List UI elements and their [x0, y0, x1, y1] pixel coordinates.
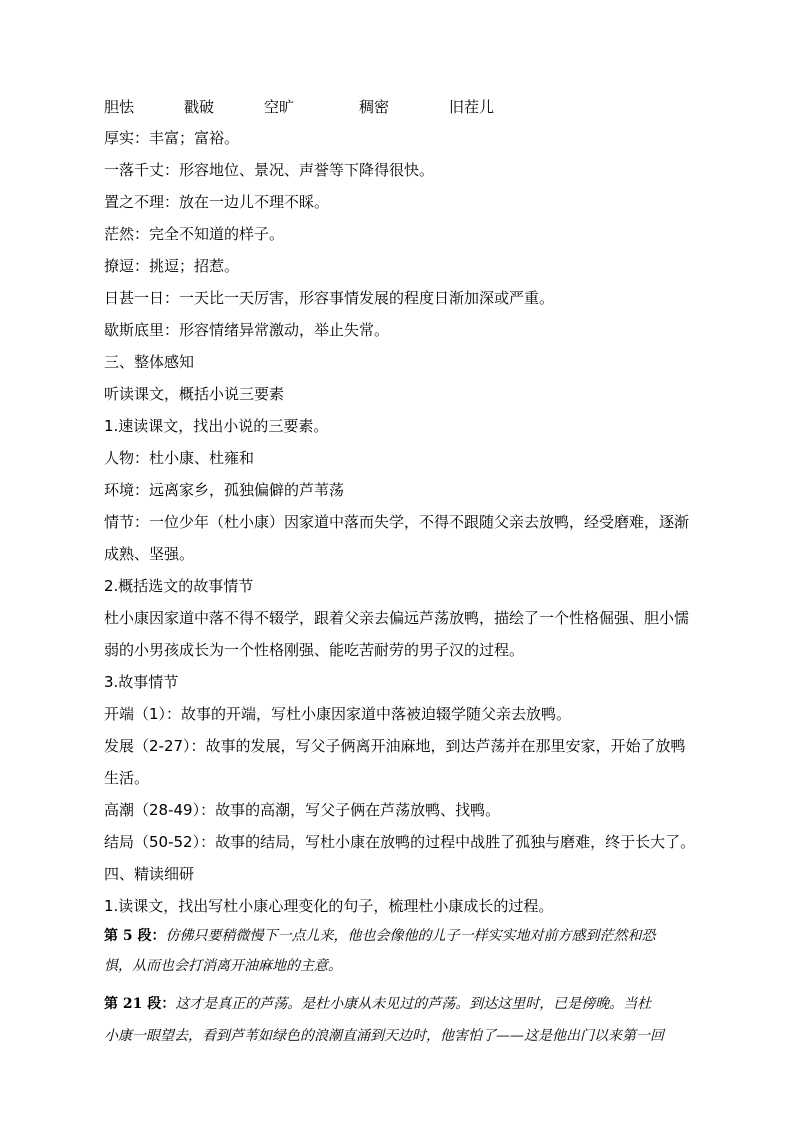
section-intro: 听读课文，概括小说三要素	[104, 385, 285, 403]
definition: 歇斯底里：形容情绪异常激动，举止失常。	[104, 321, 390, 339]
summary: 杜小康因家道中落不得不辍学，跟着父亲去偏远芦荡放鸭，描绘了一个性格倔强、胆小懦	[104, 609, 690, 627]
quote-paragraph-21	[104, 988, 651, 1021]
quote-lead: 第 5 段：	[104, 928, 166, 944]
answer-setting: 环境：远离家乡，孤独偏僻的芦苇荡	[104, 481, 345, 499]
question: 1.读课文，找出写杜小康心理变化的句子，梳理杜小康成长的过程。	[104, 897, 554, 915]
vocab-word: 旧茬儿	[449, 98, 495, 116]
vocab-row	[104, 96, 724, 118]
section-heading: 四、精读细研	[104, 865, 195, 883]
plot-climax: 高潮（28-49）：故事的高潮，写父子俩在芦荡放鸭、找鸭。	[104, 801, 501, 819]
vocab-word: 稠密	[359, 98, 390, 116]
definition: 置之不理：放在一边儿不理不睬。	[104, 193, 330, 211]
plot-ending: 结局（50-52）：故事的结局，写杜小康在放鸭的过程中战胜了孤独与磨难，终于长大了。	[104, 833, 696, 851]
vocab-word: 戳破	[184, 98, 215, 116]
question: 1.速读课文，找出小说的三要素。	[104, 417, 329, 435]
quote-paragraph-21-cont: 小康一眼望去，看到芦苇如绿色的浪潮直涌到天边时，他害怕了——这是他出门以来第一回	[104, 1028, 664, 1044]
definition: 一落千丈：形容地位、景况、声誉等下降得很快。	[104, 161, 435, 179]
quote-lead: 第 21 段：	[104, 996, 176, 1012]
plot-beginning: 开端（1）：故事的开端，写杜小康因家道中落被迫辍学随父亲去放鸭。	[104, 705, 572, 723]
definition: 茫然：完全不知道的样子。	[104, 225, 285, 243]
vocab-word: 胆怯	[104, 98, 135, 116]
question: 3.故事情节	[104, 673, 179, 691]
vocab-word: 空旷	[264, 98, 295, 116]
plot-development: 发展（2-27）：故事的发展，写父子俩离开油麻地，到达芦荡并在那里安家，开始了放鸭	[104, 737, 686, 755]
quote-paragraph-5-cont: 惧，从而也会打消离开油麻地的主意。	[104, 958, 342, 974]
section-heading: 三、整体感知	[104, 353, 195, 371]
answer-plot: 情节：一位少年（杜小康）因家道中落而失学，不得不跟随父亲去放鸭，经受磨难，逐渐	[104, 513, 690, 531]
question: 2.概括选文的故事情节	[104, 577, 254, 595]
answer-plot-cont: 成熟、坚强。	[104, 545, 195, 563]
definition: 日甚一日：一天比一天厉害，形容事情发展的程度日渐加深或严重。	[104, 289, 555, 307]
summary-cont: 弱的小男孩成长为一个性格刚强、能吃苦耐劳的男子汉的过程。	[104, 641, 525, 659]
quote-text: 仿佛只要稍微慢下一点儿来，他也会像他的儿子一样实实地对前方感到茫然和恐	[165, 928, 656, 944]
quote-text: 这才是真正的芦荡。是杜小康从未见过的芦荡。到达这里时，已是傍晚。当杜	[175, 996, 652, 1012]
plot-development-cont: 生活。	[104, 769, 150, 787]
quote-paragraph-5	[104, 920, 656, 953]
answer-characters: 人物：杜小康、杜雍和	[104, 449, 255, 467]
definition: 厚实：丰富；富裕。	[104, 129, 240, 147]
definition: 撩逗：挑逗；招惹。	[104, 257, 240, 275]
